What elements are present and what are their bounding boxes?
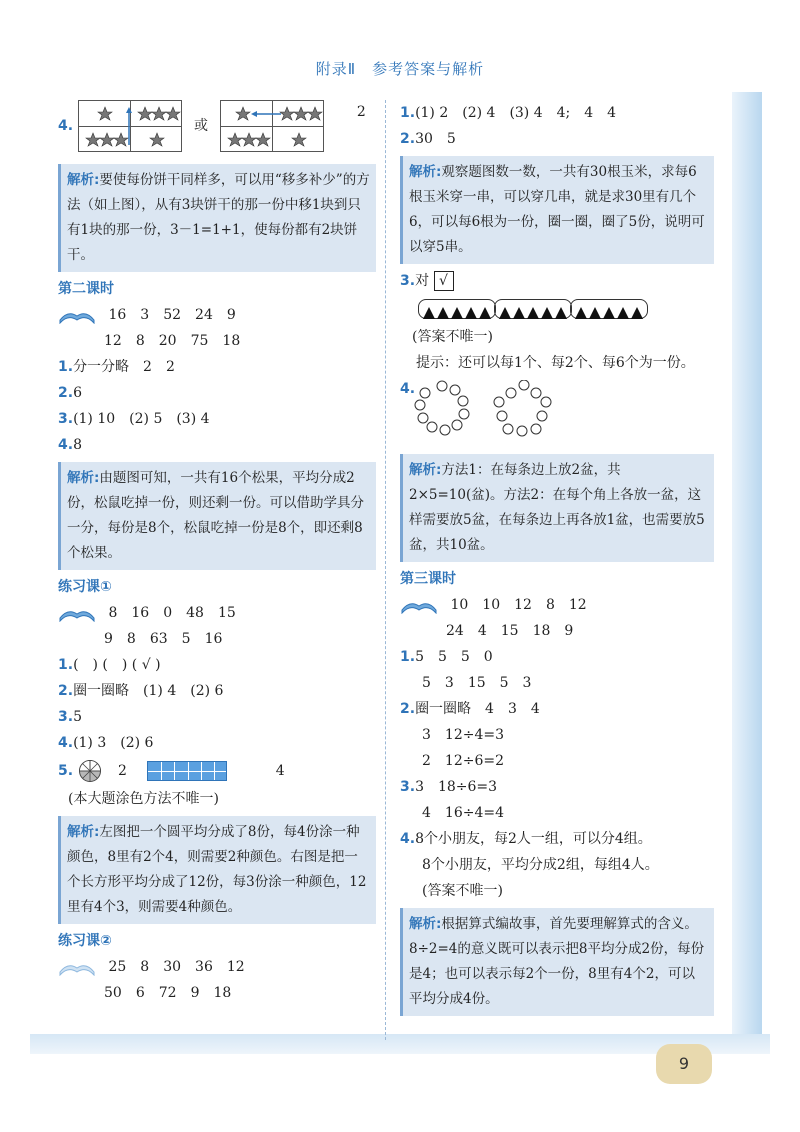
practice1-answer-1: 1.( ) ( ) ( √ ) <box>58 657 161 673</box>
lesson3-answer-2b: 3 12÷4=3 <box>422 727 504 743</box>
star-cookies-alt <box>221 101 325 153</box>
open-book-icon <box>400 596 438 614</box>
lesson2-answer-4: 4.8 <box>58 437 82 453</box>
open-book-icon <box>58 306 96 324</box>
left-column <box>58 100 376 1006</box>
column-divider <box>385 100 386 1040</box>
page-number: 9 <box>656 1044 712 1084</box>
lesson2-row1: 16 3 52 24 9 <box>58 302 376 328</box>
lesson2-answer-1: 1.分一分略 2 2 <box>58 359 175 375</box>
check-box: √ <box>434 271 454 291</box>
practice1-answer-2: 2.圈一圈略 (1) 4 (2) 6 <box>58 683 224 699</box>
triangle-group <box>418 299 496 319</box>
practice1-answer-3: 3.5 <box>58 709 82 725</box>
section-title-lesson2: 第二课时 <box>58 281 114 297</box>
cookie-figure-1 <box>78 100 182 152</box>
lesson3-answer-3: 3.3 18÷6=3 <box>400 779 498 795</box>
lesson3-answer-2c: 2 12÷6=2 <box>422 753 504 769</box>
analysis-box-3: 解析:左图把一个圆平均分成了8份，每4份涂一种颜色，8里有2个4，则需要2种颜色。右图是把一个长方形平均分成了12份，每3份涂一种颜色，12里有4个3，则需要4种颜色。 <box>58 816 376 924</box>
answer-3-note: (答案不唯一) <box>412 329 493 345</box>
lesson3-answer-4c: (答案不唯一) <box>422 883 503 899</box>
lesson3-row2: 24 4 15 18 9 <box>446 623 574 639</box>
section-title-lesson3: 第三课时 <box>400 571 456 587</box>
practice2-row2: 50 6 72 9 18 <box>104 985 232 1001</box>
triangle-group <box>494 299 572 319</box>
right-column <box>400 100 714 1020</box>
lesson3-answer-4: 4.8个小朋友，每2人一组，可以分4组。 <box>400 831 652 847</box>
lesson3-answer-1: 1.5 5 5 0 <box>400 649 493 665</box>
flower-pot-circles <box>412 380 562 446</box>
colored-circle-icon <box>78 759 102 783</box>
analysis-box-r1: 解析:观察题图数一数，一共有30根玉米，求每6根玉米穿一串，可以穿几串，就是求30里有几个6，可以每6根为一份，圈一圈，圈了5份，说明可以穿5串。 <box>400 156 714 264</box>
lesson3-answer-1b: 5 3 15 5 3 <box>422 675 532 691</box>
lesson3-answer-3b: 4 16÷4=4 <box>422 805 504 821</box>
practice2-row1: 25 8 30 36 12 <box>58 954 376 980</box>
open-book-icon <box>58 958 96 976</box>
lesson2-row2: 12 8 20 75 18 <box>104 333 241 349</box>
answer-3-hint: 提示：还可以每1个、每2个、每6个为一份。 <box>416 355 695 371</box>
lesson3-answer-4b: 8个小朋友，平均分成2组，每组4人。 <box>422 857 659 873</box>
triangle-groups <box>400 294 714 324</box>
analysis-box-1: 解析:要使每份饼干同样多，可以用“移多补少”的方法（如上图），从有3块饼干的那一份中移1块到只有1块的那一份，3－1=1+1，使每份都有2块饼干。 <box>58 164 376 272</box>
answer-2: 2.30 5 <box>400 131 456 147</box>
lesson2-answer-2: 2.6 <box>58 385 82 401</box>
open-book-icon <box>58 604 96 622</box>
analysis-box-2: 解析:由题图可知，一共有16个松果，平均分成2份，松鼠吃掉一份，则还剩一份。可以借助学具分一分，每份是8个，松鼠吃掉一份是8个，即还剩8个松果。 <box>58 462 376 570</box>
practice1-row1: 8 16 0 48 15 <box>58 600 376 626</box>
answer-4: 4. <box>400 376 714 450</box>
lesson2-answer-3: 3.(1) 10 (2) 5 (3) 4 <box>58 411 210 427</box>
practice1-note: (本大题涂色方法不唯一) <box>68 791 219 807</box>
practice1-answer-4: 4.(1) 3 (2) 6 <box>58 735 154 751</box>
answer-1: 1.(1) 2 (2) 4 (3) 4 4; 4 4 <box>400 105 617 121</box>
section-title-practice1: 练习课① <box>58 579 112 595</box>
star-cookies <box>79 101 183 153</box>
lesson3-row1: 10 10 12 8 12 <box>400 592 714 618</box>
question-4: 4. 或 2 <box>58 100 376 158</box>
page-edge-band <box>732 92 762 1052</box>
page-header: 附录Ⅱ 参考答案与解析 <box>315 60 485 78</box>
practice1-row2: 9 8 63 5 16 <box>104 631 223 647</box>
analysis-box-r3: 解析:根据算式编故事，首先要理解算式的含义。8÷2=4的意义既可以表示把8平均分成2份，每份是4；也可以表示每2个一份，8里有4个2，可以平均分成4份。 <box>400 908 714 1016</box>
section-title-practice2: 练习课② <box>58 933 112 949</box>
triangle-group <box>570 299 648 319</box>
cookie-figure-2 <box>220 100 324 152</box>
answer-3: 3.对 √ <box>400 268 714 294</box>
practice1-answer-5: 5. 2 4 <box>58 756 376 786</box>
lesson3-answer-2: 2.圈一圈略 4 3 4 <box>400 701 540 717</box>
colored-rectangle-grid <box>147 761 227 781</box>
analysis-box-r2: 解析:方法1：在每条边上放2盆，共2×5=10(盆)。方法2：在每个角上各放一盆，这样需要放5盆，在每条边上再各放1盆，也需要放5盆，共10盆。 <box>400 454 714 562</box>
